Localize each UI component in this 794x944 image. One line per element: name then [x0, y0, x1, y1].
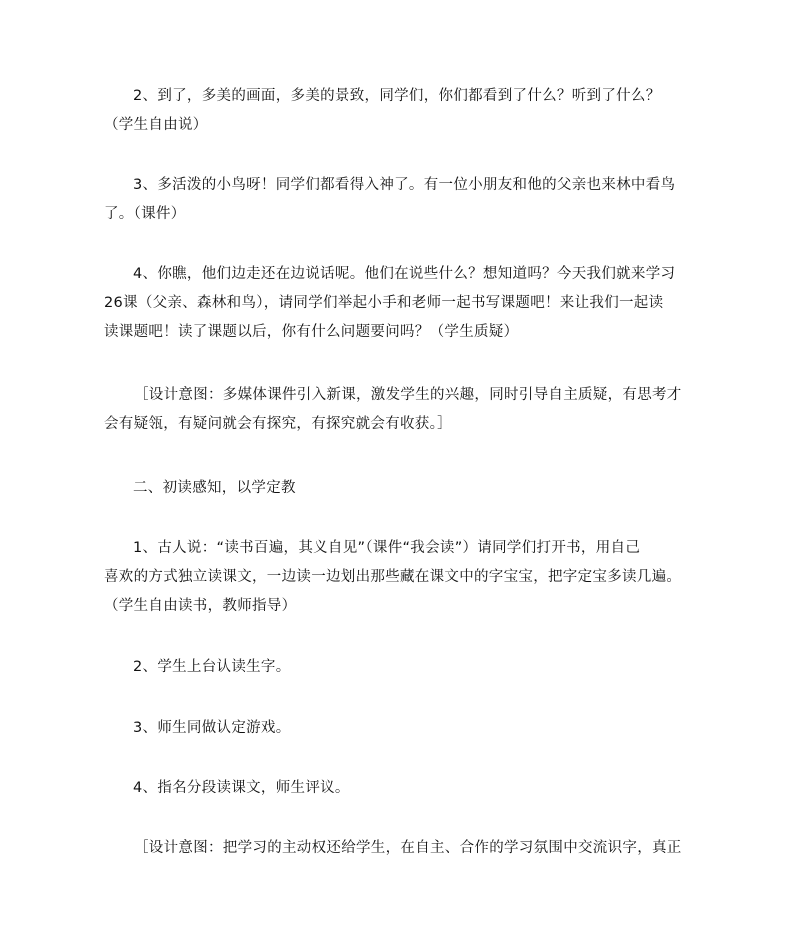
paragraph-line: 读课题吧！读了课题以后，你有什么问题要问吗？（学生质疑） [104, 324, 519, 340]
paragraph-3-birds [104, 171, 704, 229]
paragraph-line: 26课（父亲、森林和鸟），请同学们举起小手和老师一起书写课题吧！来让我们一起读 [104, 295, 664, 311]
paragraph-line: 了。（课件） [104, 206, 186, 222]
paragraph-3-game [104, 714, 704, 743]
paragraph-4-lesson-title [104, 260, 704, 347]
design-intent-note-1 [104, 381, 704, 439]
paragraph-line: ［设计意图：把学习的主动权还给学生，在自主、合作的学习氛围中交流识字，真正 [134, 840, 682, 856]
paragraph-line: 喜欢的方式独立读课文，一边读一边划出那些藏在课文中的字宝宝，把字定宝多读几遍。 [104, 569, 682, 585]
paragraph-1-read-a-hundred-times [104, 534, 704, 621]
paragraph-line: 二、初读感知，以学定教 [133, 480, 296, 496]
paragraph-line: 会有疑瓴，有疑问就会有探究，有探究就会有收获。］ [104, 416, 452, 432]
paragraph-line: 3、多活泼的小鸟呀！同学们都看得入神了。有一位小朋友和他的父亲也来林中看鸟 [133, 177, 676, 193]
paragraph-line: 2、到了，多美的画面，多美的景致，同学们，你们都看到了什么？听到了什么？ [133, 88, 661, 104]
paragraph-line: 4、指名分段读课文，师生评议。 [133, 780, 350, 796]
paragraph-line: （学生自由读书，教师指导） [104, 598, 297, 614]
paragraph-line: 1、古人说：“读书百遍，其义自见”（课件“我会读”）请同学们打开书，用自己 [133, 540, 641, 556]
paragraph-4-read-by-sections [104, 774, 704, 803]
paragraph-line: （学生自由说） [104, 117, 208, 133]
design-intent-note-2 [104, 834, 704, 863]
paragraph-line: 4、你瞧，他们边走还在边说话呢。他们在说些什么？想知道吗？今天我们就来学习 [133, 266, 676, 282]
paragraph-line: 2、学生上台认读生字。 [133, 659, 291, 675]
paragraph-2-what-did-you-see [104, 82, 704, 140]
paragraph-line: ［设计意图：多媒体课件引入新课，激发学生的兴趣，同时引导自主质疑，有思考才 [134, 387, 682, 403]
paragraph-line: 3、师生同做认定游戏。 [133, 720, 291, 736]
section-heading-initial-reading [104, 474, 704, 503]
paragraph-2-students-read-characters [104, 653, 704, 682]
